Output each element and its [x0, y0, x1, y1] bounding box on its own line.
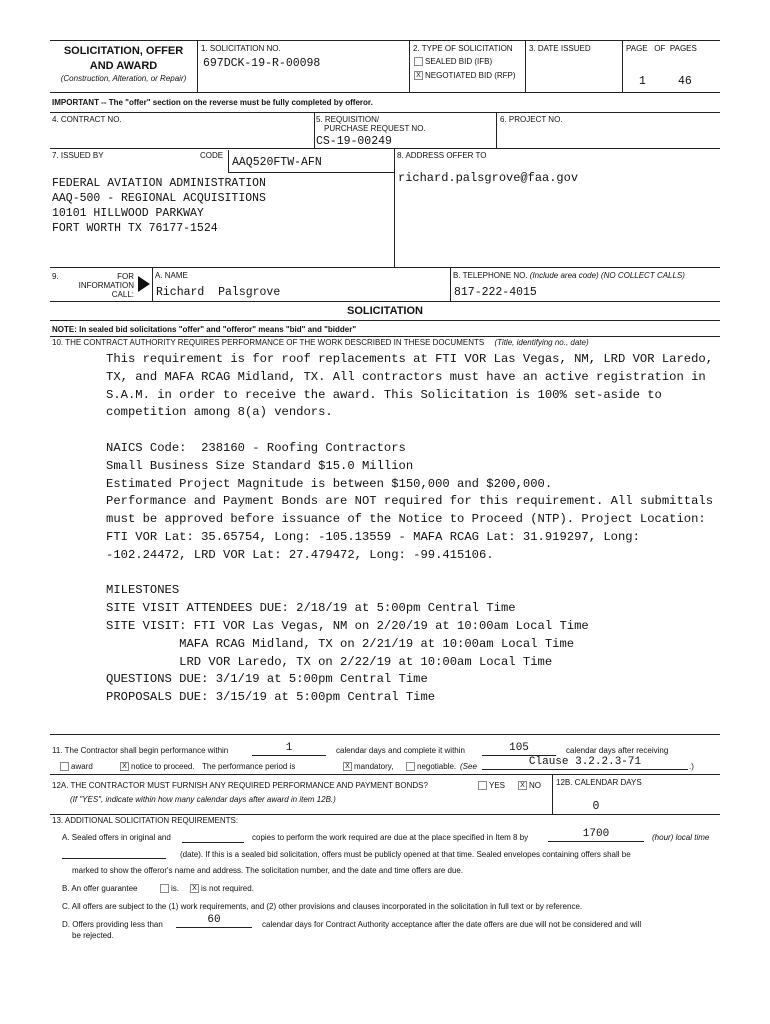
code-label: CODE — [200, 151, 224, 160]
project-no-label: 6. PROJECT NO. — [500, 115, 563, 124]
item10-label — [52, 338, 589, 347]
arrow-icon — [138, 276, 150, 292]
work-description[interactable]: This requirement is for roof replacements at FTI VOR Las Vegas, NM, LRD VOR Laredo, TX, and MAFA RCAG Midland, TX. All contractors must have an active registration in S.A.M. in order to receive the award. This Solicitation is 100% set-aside to competition among 8(a) vendors. NAICS Code: 238160 - Roofing Contractors Small Business Size Standard $15.0 Million Estimated Project Magnitude is between $150,000 and $200,000. Performance and Payment Bonds are NOT required for this requirement. All submittals must be approved before issuance of the Notice to Proceed (NTP). Project Location: FTI VOR Lat: 35.65754, Long: -105.13559 - MAFA RCAG Lat: 31.919297, Long: -102.24472, LRD VOR Lat: 27.479472, Long: -99.415106. MILESTONES SITE VISIT ATTENDEES DUE: 2/18/19 at 5:00pm Central Time SITE VISIT: FTI VOR Las Vegas, NM on 2/20/19 at 10:00am Local Time MAFA RCAG Midland, TX on 2/21/19 at 10:00am Local Time LRD VOR Laredo, TX on 2/22/19 at 10:00am Local Time QUESTIONS DUE: 3/1/19 at 5:00pm Central Time PROPOSALS DUE: 3/15/19 at 5:00pm Central Time — [106, 352, 714, 705]
issuer-line4: FORT WORTH TX 76177-1524 — [52, 222, 218, 235]
important-notice: IMPORTANT -- The "offer" section on the reverse must be fully completed by offeror. — [52, 98, 373, 107]
negotiable-label: negotiable. — [417, 762, 457, 771]
contact-name-label: A. NAME — [155, 271, 188, 280]
item11-text-a: 11. The Contractor shall begin performance within — [52, 746, 229, 755]
guarantee-is-label: is. — [171, 884, 179, 893]
bonds-no-option[interactable] — [518, 781, 541, 790]
negotiated-bid-checkbox[interactable]: X — [414, 71, 423, 80]
item12b-value[interactable]: 0 — [592, 800, 600, 813]
telephone-value[interactable]: 817-222-4015 — [454, 286, 537, 299]
form-title-line2: AND AWARD — [89, 60, 158, 72]
info-for-line3: CALL: — [111, 290, 134, 299]
issuer-line2: AAQ-500 - REGIONAL ACQUISITIONS — [52, 192, 266, 205]
page-number[interactable]: 1 — [639, 75, 646, 88]
guarantee-is-checkbox[interactable] — [160, 884, 169, 893]
mandatory-label: mandatory, — [354, 762, 394, 771]
notice-label: notice to proceed. — [131, 762, 195, 771]
see-text: (See — [460, 762, 477, 771]
item11-text-c: calendar days after receiving — [566, 746, 669, 755]
item11-text-b: calendar days and complete it within — [336, 746, 465, 755]
bonds-yes-checkbox[interactable] — [478, 781, 487, 790]
issuer-address — [52, 176, 266, 236]
requisition-label-line2: PURCHASE REQUEST NO. — [324, 124, 426, 133]
item13a-text4: marked to show the offeror's name and address. The solicitation number, and the date and time offers are due. — [72, 866, 464, 875]
guarantee-is-not-option[interactable] — [190, 884, 254, 893]
bonds-no-label: NO — [529, 781, 541, 790]
contract-no-label: 4. CONTRACT NO. — [52, 115, 122, 124]
bonds-yes-label: YES — [489, 781, 506, 790]
requisition-value[interactable]: CS-19-00249 — [316, 135, 392, 148]
item13a-text3: (date). If this is a sealed bid solicitation, offers must be publicly opened at that time. Sealed envelopes containing offers shall be — [180, 850, 631, 859]
telephone-label-note: (Include area code) (NO COLLECT CALLS) — [529, 271, 685, 280]
issuer-line3: 10101 HILLWOOD PARKWAY — [52, 207, 204, 220]
item10-label-text: 10. THE CONTRACT AUTHORITY REQUIRES PERFORMANCE OF THE WORK DESCRIBED IN THESE DOCUMENTS — [52, 338, 485, 347]
guarantee-is-option[interactable] — [160, 884, 179, 893]
item13a-copies[interactable] — [182, 830, 244, 843]
notice-option[interactable] — [120, 762, 195, 771]
solicitation-no-label: 1. SOLICITATION NO. — [201, 44, 281, 53]
total-pages[interactable]: 46 — [678, 75, 692, 88]
solicitation-heading: SOLICITATION — [347, 305, 423, 317]
solicitation-type-label: 2. TYPE OF SOLICITATION — [413, 44, 513, 53]
item13a-hour-note: (hour) local time — [652, 833, 710, 842]
requisition-label-line1: 5. REQUISITION/ — [316, 115, 380, 124]
date-issued-label: 3. DATE ISSUED — [529, 44, 591, 53]
clause-value[interactable]: Clause 3.2.2.3-71 — [482, 756, 688, 770]
item13d-text2: calendar days for Contract Authority acceptance after the date offers are due will not be considered and will — [262, 920, 642, 929]
sealed-bid-note: NOTE: In sealed bid solicitations "offer" and "offeror" means "bid" and "bidder" — [52, 325, 357, 334]
form-title — [50, 44, 197, 74]
item13d-text3: be rejected. — [72, 931, 114, 940]
solicitation-no-value[interactable]: 697DCK-19-R-00098 — [203, 57, 321, 70]
complete-days-value[interactable]: 105 — [482, 742, 556, 756]
item13a-text: A. Sealed offers in original and — [62, 833, 171, 842]
guarantee-is-not-label: is not required. — [201, 884, 254, 893]
form-title-line1: SOLICITATION, OFFER — [63, 45, 184, 57]
item12b-label: 12B. CALENDAR DAYS — [556, 778, 642, 787]
award-option[interactable] — [60, 762, 93, 771]
negotiated-bid-label: NEGOTIATED BID (RFP) — [425, 71, 516, 80]
item13c-text: C. All offers are subject to the (1) work requirements, and (2) other provisions and clauses incorporated in the solicitation in full text or by reference. — [62, 902, 583, 911]
begin-days-value[interactable]: 1 — [252, 742, 326, 756]
bonds-no-checkbox[interactable]: X — [518, 781, 527, 790]
period-text: The performance period is — [202, 762, 296, 771]
see-close: .) — [689, 762, 694, 771]
mandatory-option[interactable] — [343, 762, 393, 771]
guarantee-is-not-checkbox[interactable]: X — [190, 884, 199, 893]
item13a-date[interactable] — [62, 846, 166, 859]
contact-name-value[interactable]: Richard Palsgrove — [156, 286, 281, 299]
award-checkbox[interactable] — [60, 762, 69, 771]
telephone-label-text: B. TELEPHONE NO. — [453, 271, 528, 280]
issuer-line1: FEDERAL AVIATION ADMINISTRATION — [52, 177, 266, 190]
issued-by-label: 7. ISSUED BY — [52, 151, 104, 160]
info-for-label — [72, 272, 134, 299]
sealed-bid-label: SEALED BID (IFB) — [425, 57, 493, 66]
negotiated-bid-option[interactable] — [414, 71, 516, 80]
requisition-label — [316, 115, 426, 133]
item13d-text: D. Offers providing less than — [62, 920, 163, 929]
award-label: award — [71, 762, 93, 771]
item13-label: 13. ADDITIONAL SOLICITATION REQUIREMENTS: — [52, 816, 239, 825]
info-for-line2: INFORMATION — [78, 281, 134, 290]
info-item-number: 9. — [52, 272, 59, 281]
negotiable-checkbox[interactable] — [406, 762, 415, 771]
sealed-bid-checkbox[interactable] — [414, 57, 423, 66]
negotiable-option[interactable] — [406, 762, 456, 771]
item12a-label: 12A. THE CONTRACTOR MUST FURNISH ANY REQUIRED PERFORMANCE AND PAYMENT BONDS? — [52, 781, 428, 790]
address-offer-label: 8. ADDRESS OFFER TO — [397, 151, 487, 160]
item13a-text2: copies to perform the work required are due at the place specified in Item 8 by — [252, 833, 529, 842]
address-offer-value[interactable]: richard.palsgrove@faa.gov — [398, 171, 579, 185]
sealed-bid-option[interactable] — [414, 57, 492, 66]
form-subtitle: (Construction, Alteration, or Repair) — [60, 74, 187, 83]
item13b-text: B. An offer guarantee — [62, 884, 138, 893]
item13a-hour[interactable]: 1700 — [548, 828, 644, 842]
item10-label-note: (Title, identifying no., date) — [494, 338, 589, 347]
item13d-days[interactable]: 60 — [176, 914, 252, 928]
item12a-note: (If "YES", indicate within how many calendar days after award in item 12B.) — [70, 795, 336, 804]
issuer-code-value[interactable]: AAQ520FTW-AFN — [232, 156, 322, 169]
telephone-label — [453, 271, 685, 280]
bonds-yes-option[interactable] — [478, 781, 505, 790]
info-for-line1: FOR — [117, 272, 134, 281]
mandatory-checkbox[interactable]: X — [343, 762, 352, 771]
page-of-pages-label: PAGE OF PAGES — [626, 44, 697, 53]
notice-checkbox[interactable]: X — [120, 762, 129, 771]
